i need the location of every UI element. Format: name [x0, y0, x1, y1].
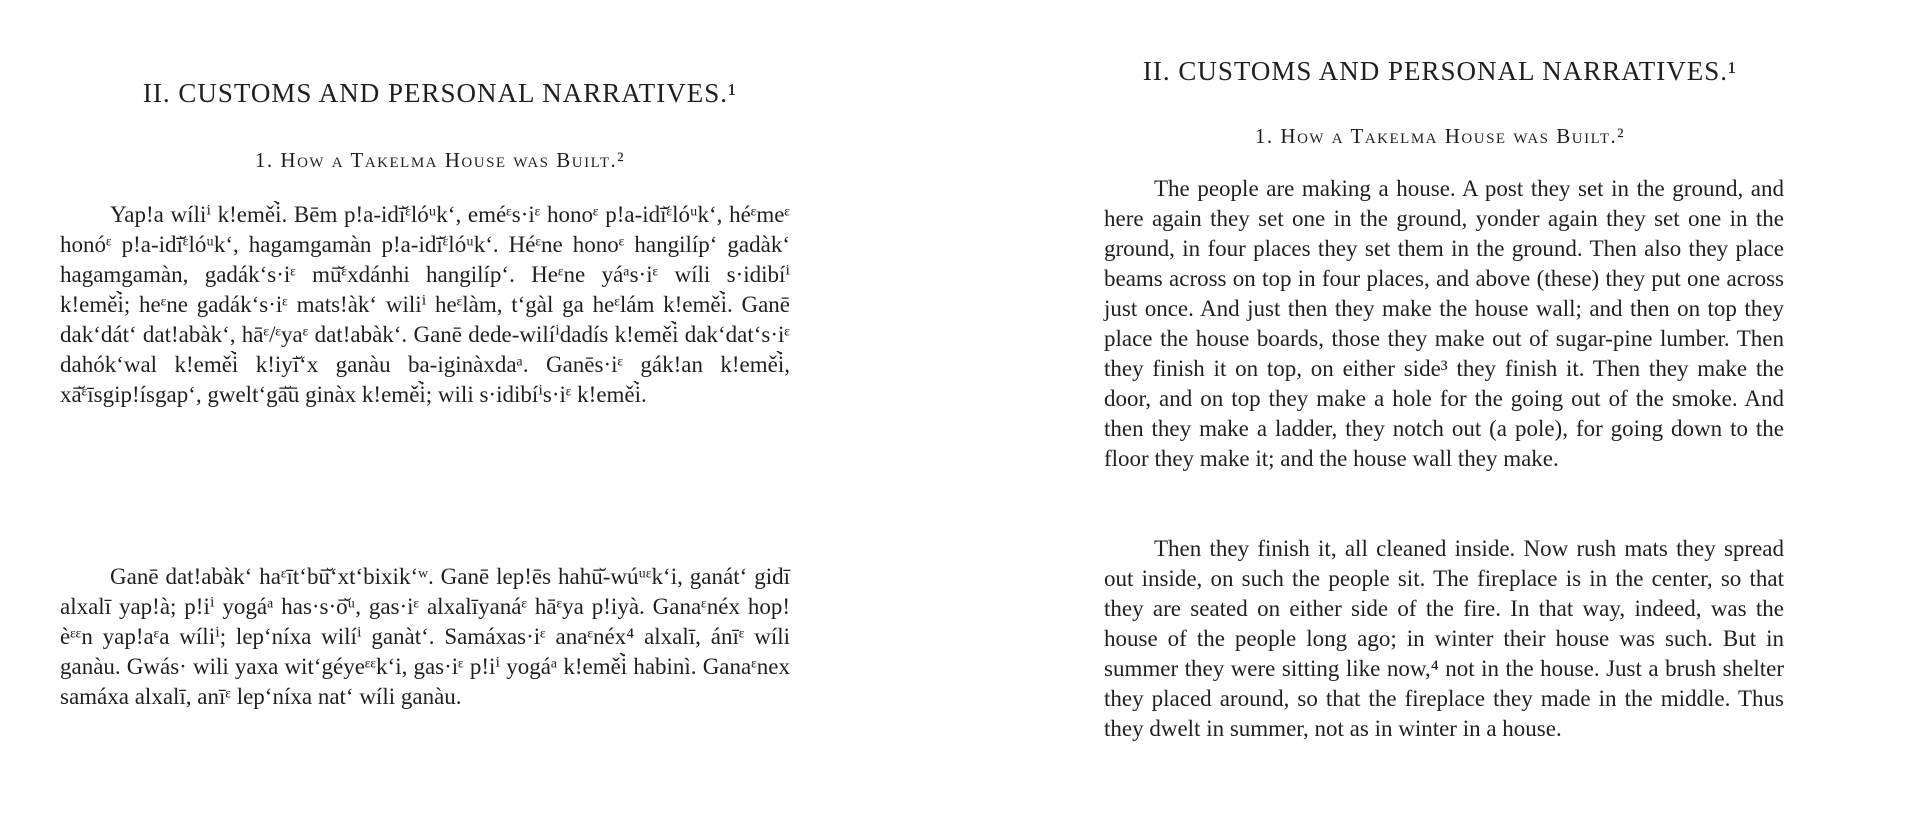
paragraph-1: Yap!a wíliⁱ k!eměi̇̀. Bēm p!a-idī̆ᵋlóᵘk‘, eméᵋs·iᵋ honoᵋ p!a-idī̆ᵋlóᵘk‘, héᵋmeᵋ honóᵋ p!a-idī̆ᵋlóᵘk‘, hagamgamàn p!a-idī̆ᵋlóᵘk‘. Héᵋne honoᵋ hangilíp‘ gadàk‘ hagamgamàn, gadák‘s·iᵋ mū̆ᵋxdánhi hangilíp‘. Heᵋne yáᵃs·iᵋ wíli s·idibíⁱ k!eměi̇̀; heᵋne gadák‘s·iᵋ mats!àk‘ wiliⁱ heᵋlàm, t‘gàl ga heᵋlám k!eměi̇̀. Ganē dak‘dát‘ dat!abàk‘, hāᵋ/ᵋyaᵋ dat!abàk‘. Ganē dede-wilíⁱdadís k!eměi̇̀ dak‘dat‘s·iᵋ dahók‘wal k!eměi̇̀ k!iyī̆‘x ganàu ba-iginàxdaᵃ. Ganēs·iᵋ gák!an k!eměi̇̀, xā̆ᵋīsgip!ísgap‘, gwelt‘gā̆ū ginàx k!eměi̇̀; wili s·idibíⁱs·iᵋ k!eměi̇̀.	[60, 202, 790, 407]
story-title: 1. How a Takelma House was Built.²	[1254, 124, 1626, 148]
section-heading: II. CUSTOMS AND PERSONAL NARRATIVES.¹	[142, 78, 738, 108]
paragraph-2: Then they finish it, all cleaned inside. Now rush mats they spread out inside, on such the people sit. The fireplace is in the center, so that they are seated on either side of the fire. In that way, indeed, was the house of the people long ago; in winter their house was such. But in summer they were sitting like now,⁴ not in the house. Just a brush shelter they placed around, so that the fireplace they made in the middle. Thus they dwelt in summer, not as in winter in a house.	[1104, 536, 1784, 741]
section-heading: II. CUSTOMS AND PERSONAL NARRATIVES.¹	[1142, 56, 1738, 86]
paragraph-2: Ganē dat!abàk‘ haᵋīt‘bū̆‘xt‘bixik‘ʷ. Ganē lep!ēs hahū̆-wúᵘᵋk‘i, ganát‘ gidī alxalī yap!à; p!iⁱ yogáᵃ has·s·ō̆ᵘ, gas·iᵋ alxalīyanáᵋ hāᵋya p!iyà. Ganaᵋnéx hop!èᵋᵋn yap!aᵋa wíliⁱ; lep‘níxa wilíⁱ ganàt‘. Samáxas·iᵋ anaᵋnéx⁴ alxalī, ánīᵋ wíli ganàu. Gwás· wili yaxa wit‘géyeᵋᵋk‘i, gas·iᵋ p!iⁱ yogáᵃ k!eměi̇̀ habinì. Ganaᵋnex samáxa alxalī, anīᵋ lep‘níxa nat‘ wíli ganàu.	[60, 564, 790, 709]
story-title: 1. How a Takelma House was Built.²	[254, 148, 626, 172]
right-page-english-translation	[960, 0, 1920, 822]
paragraph-1: The people are making a house. A post they set in the ground, and here again they set one in the ground, yonder again they set one in the ground, in four places they set them in the ground. Then also they place beams across on top in four places, and above (these) they put one across just once. And just then they make the house wall; and then on top they place the house boards, those they make out of sugar-pine lumber. Then they finish it on top, on either side³ they finish it. Then they make the door, and on top they make a hole for the going out of the smoke. And then they make a ladder, they notch out (a pole), for going down to the floor they make it; and the house wall they make.	[1104, 176, 1784, 471]
